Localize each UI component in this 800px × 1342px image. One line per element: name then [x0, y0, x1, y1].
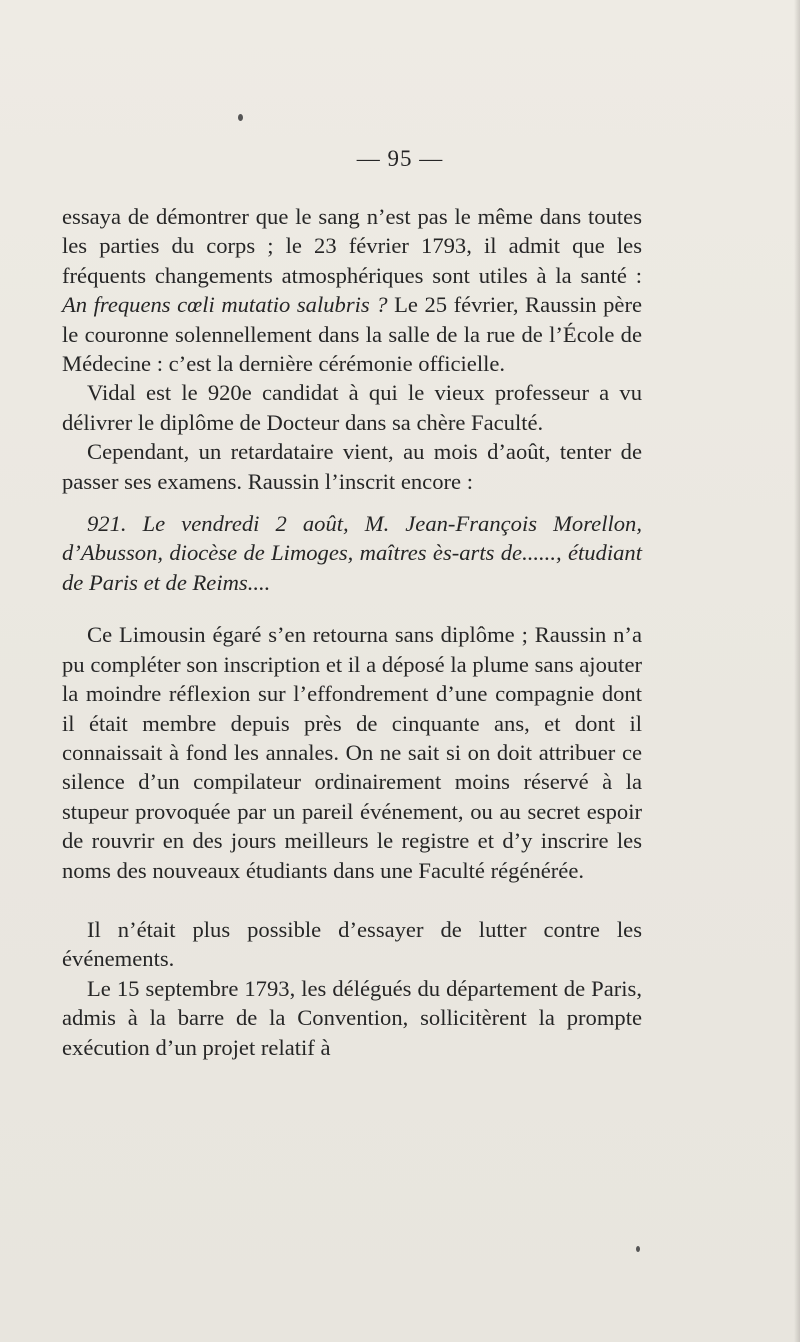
body-text — [62, 202, 642, 1062]
ink-speck — [636, 1246, 640, 1252]
paragraph-5: Il n’était plus possible d’essayer de lutter contre les événements. — [62, 916, 642, 972]
page-number: — 95 — — [356, 146, 444, 171]
paragraph-3: Cependant, un retardataire vient, au mois d’août, tenter de passer ses examens. Raussin l’inscrit encore : — [62, 439, 642, 494]
paragraph-2: Vidal est le 920e candidat à qui le vieux professeur a vu délivrer le diplôme de Docteur dans sa chère Faculté. — [62, 380, 642, 435]
register-entry: 921. Le vendredi 2 août, M. Jean-François Morellon, d’Abusson, diocèse de Limoges, maîtres ès-arts de......, étudiant de Paris et de Reims.... — [62, 511, 642, 595]
ink-speck — [238, 114, 243, 121]
latin-thesis-title: An frequens cœli mutatio salubris ? — [62, 292, 388, 318]
paragraph-1: essaya de démontrer que le sang n’est pas le même dans toutes les parties du corps ; le 23 février 1793, il admit que les fréquents changements atmosphériques sont utiles à la santé : An frequens cœli mutatio salubris ? Le 25 février, Raussin père le couronne solennellement dans la salle de la rue de l’École de Médecine : c’est la dernière cérémonie officielle. — [62, 204, 643, 377]
page-edge-shadow — [794, 0, 800, 1342]
paragraph-6: Le 15 septembre 1793, les délégués du département de Paris, admis à la barre de la Convention, sollicitèrent la prompte exécution d’un projet relatif à — [62, 975, 642, 1060]
paragraph-4: Ce Limousin égaré s’en retourna sans diplôme ; Raussin n’a pu compléter son inscription et il a déposé la plume sans ajouter la moindre réflexion sur l’effondrement d’une compagnie dont il était membre depuis près de cinquante ans, et dont il connaissait à fond les annales. On ne sait si on doit attribuer ce silence d’un compilateur ordinairement moins réservé à la stupeur provoquée par un pareil événement, ou au secret espoir de rouvrir en des jours meilleurs le registre et d’y inscrire les noms des nouveaux étudiants dans une Faculté régénérée. — [62, 622, 642, 883]
